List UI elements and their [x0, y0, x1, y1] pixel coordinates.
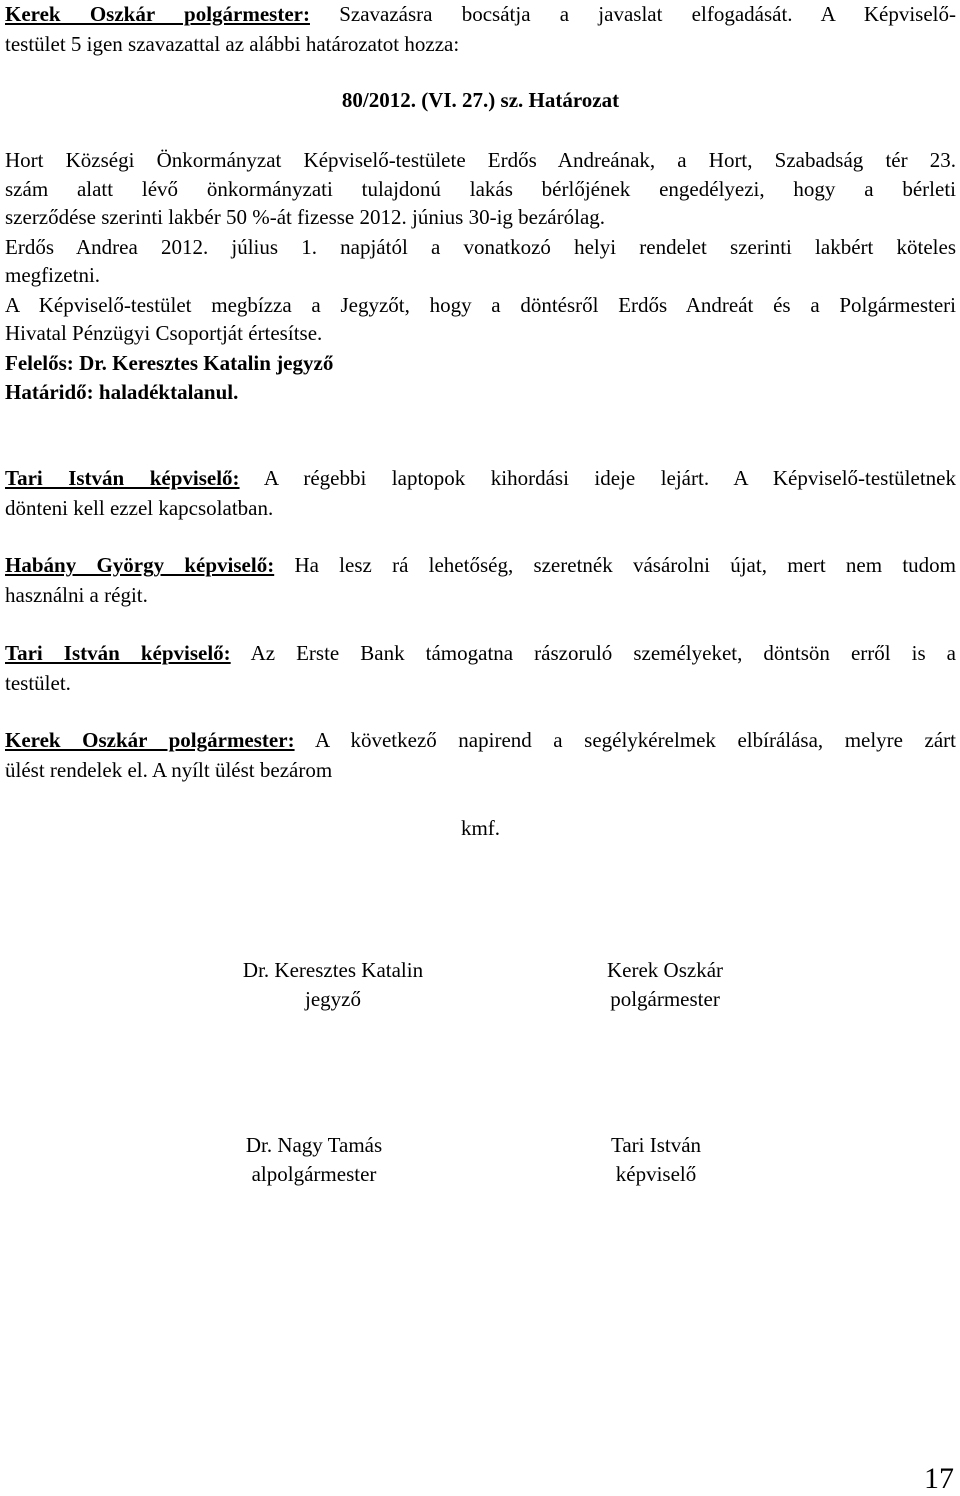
responsible-label: Felelős: — [5, 351, 74, 375]
resolution-number: 80/2012. (VI. 27.) sz. — [341, 88, 524, 112]
signatory-title: polgármester — [610, 987, 720, 1011]
paragraph-text: ülést rendelek el. A nyílt ülést bezárom — [5, 758, 333, 782]
deadline-line — [5, 378, 956, 406]
deadline-label: Határidő: — [5, 380, 94, 404]
paragraph-text: A következő napirend a segélykérelmek elbírálása, melyre zárt — [314, 728, 956, 752]
signature-block — [570, 956, 760, 1014]
signatory-title: jegyző — [305, 987, 361, 1011]
paragraph-line — [5, 639, 956, 667]
resolution-line: Hort Községi Önkormányzat Képviselő-testülete Erdős Andreának, a Hort, Szabadság tér 23. — [5, 148, 956, 172]
signature-block — [214, 1131, 414, 1189]
paragraph-text: dönteni kell ezzel kapcsolatban. — [5, 496, 274, 520]
speaker-name: Tari István képviselő: — [5, 466, 240, 490]
resolution-line: Erdős Andrea 2012. július 1. napjától a vonatkozó helyi rendelet szerinti lakbért köteles — [5, 235, 956, 259]
resolution-line: A Képviselő-testület megbízza a Jegyzőt, hogy a döntésről Erdős Andreát és a Polgármesteri — [5, 293, 956, 317]
paragraph-line — [5, 0, 956, 28]
signatory-title: képviselő — [615, 1162, 697, 1186]
kmf-label: kmf. — [460, 816, 501, 840]
signature-block — [576, 1131, 736, 1189]
paragraph-text: Ha lesz rá lehetőség, szeretnék vásárolni újat, mert nem tudom — [294, 553, 956, 577]
paragraph-line — [5, 464, 956, 492]
paragraph-text: testület 5 igen szavazattal az alábbi határozatot hozza: — [5, 32, 460, 56]
paragraph-text: használni a régit. — [5, 583, 148, 607]
resolution-line: szerződése szerinti lakbér 50 %-át fizesse 2012. június 30-ig bezárólag. — [5, 205, 606, 229]
signatory-name: Dr. Keresztes Katalin — [242, 958, 424, 982]
signatory-name: Kerek Oszkár — [606, 958, 724, 982]
responsible-line — [5, 349, 956, 377]
resolution-title — [5, 86, 956, 114]
resolution-type: Határozat — [528, 88, 620, 112]
paragraph-text: testület. — [5, 671, 71, 695]
speaker-name: Kerek Oszkár polgármester: — [5, 2, 310, 26]
paragraph-line — [5, 726, 956, 754]
paragraph-text: Az Erste Bank támogatna rászoruló személyeket, döntsön erről is a — [250, 641, 956, 665]
paragraph-text: A régebbi laptopok kihordási ideje lejárt. A Képviselő-testületnek — [263, 466, 956, 490]
signatory-name: Tari István — [610, 1133, 702, 1157]
resolution-line: szám alatt lévő önkormányzati tulajdonú lakás bérlőjének engedélyezi, hogy a bérleti — [5, 177, 956, 201]
speaker-name: Tari István képviselő: — [5, 641, 231, 665]
signatory-name: Dr. Nagy Tamás — [245, 1133, 383, 1157]
speaker-name: Habány György képviselő: — [5, 553, 275, 577]
speaker-name: Kerek Oszkár polgármester: — [5, 728, 295, 752]
paragraph-text: Szavazásra bocsátja a javaslat elfogadását. A Képviselő- — [339, 2, 956, 26]
signature-block — [216, 956, 450, 1014]
paragraph-line — [5, 551, 956, 579]
page-number: 17 — [924, 1462, 954, 1495]
deadline-value: haladéktalanul. — [98, 380, 239, 404]
resolution-line: megfizetni. — [5, 263, 101, 287]
signatory-title: alpolgármester — [251, 1162, 377, 1186]
resolution-line: Hivatal Pénzügyi Csoportját értesítse. — [5, 321, 323, 345]
responsible-value: Dr. Keresztes Katalin jegyző — [79, 351, 334, 375]
